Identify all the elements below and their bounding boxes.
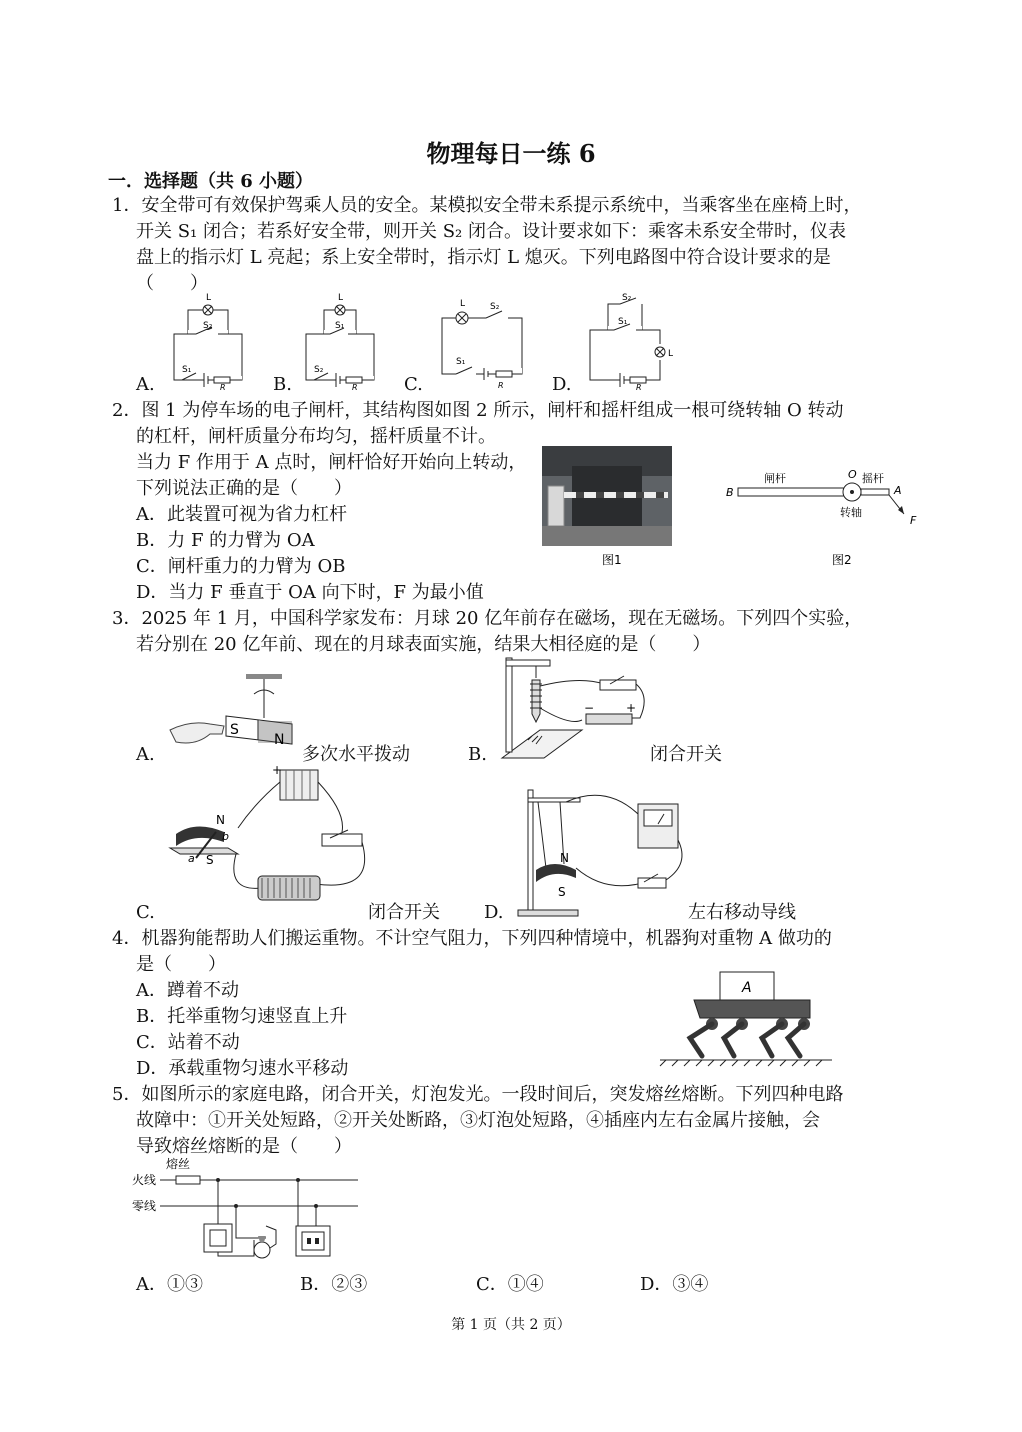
q2-option-d[interactable]: D．当力 F 垂直于 OA 向下时，F 为最小值 [136,582,484,603]
q5-option-d[interactable]: D．③④ [640,1274,709,1295]
q3-line-1: 3．2025 年 1 月，中国科学家发布：月球 20 亿年前存在磁场，现在无磁场。下列四个实验， [112,608,863,629]
label-s2: S₂ [314,365,324,375]
q1-circuit-c [436,292,526,390]
label-l: L [338,293,344,303]
q1-circuit-d [584,292,674,390]
q1-line-1: 1．安全带可有效保护驾乘人员的安全。某模拟安全带未系提示系统中，当乘客坐在座椅上时， [112,195,862,216]
fuse-label: 熔丝 [166,1157,191,1171]
q2-option-a[interactable]: A．此装置可视为省力杠杆 [136,504,347,525]
q1-line-4: （ ） [136,273,208,294]
label-s1: S₁ [335,321,345,331]
label-s2: S₂ [622,293,632,303]
q3-option-c[interactable]: C. [136,902,155,923]
q2-line-3: 当力 F 作用于 A 点时，闸杆恰好开始向上转动， [136,452,527,473]
label-a: a [188,852,195,865]
label-s1: S₁ [618,317,628,327]
q3-line-2: 若分别在 20 亿年前、现在的月球表面实施，结果大相径庭的是（ ） [136,634,711,655]
q5-household-circuit [130,1156,370,1268]
fig1-caption: 图1 [602,553,622,567]
q1-option-c[interactable]: C. [404,374,423,395]
label-minus: − [584,701,595,715]
label-o: O [848,468,857,481]
label-s: S [206,853,214,867]
q1-line-2: 开关 S₁ 闭合；若系好安全带，则开关 S₂ 闭合。设计要求如下：乘客未系安全带时，仪表 [136,221,846,242]
label-f: F [910,514,917,527]
label-b: b [222,830,229,843]
q5-option-b[interactable]: B．②③ [300,1274,368,1295]
q1-option-d[interactable]: D. [552,374,572,395]
q2-figure-2-lever [722,466,927,570]
q5-line-1: 5．如图所示的家庭电路，闭合开关，灯泡发光。一段时间后，突发熔丝熔断。下列四种电路 [112,1084,844,1105]
q2-line-4: 下列说法正确的是（ ） [136,478,352,499]
q3-figure-b [500,656,660,762]
label-axis: 转轴 [840,506,862,519]
q2-option-b[interactable]: B．力 F 的力臂为 OA [136,530,315,551]
q1-option-b[interactable]: B. [273,374,292,395]
live-label: 火线 [132,1173,157,1187]
q3-caption-a: 多次水平拨动 [302,744,410,765]
q3-option-b[interactable]: B. [468,744,487,765]
q3-option-a[interactable]: A. [136,744,155,765]
page-title: 物理每日一练 6 [426,139,596,168]
q4-option-d[interactable]: D．承载重物匀速水平移动 [136,1058,349,1079]
q1-option-a[interactable]: A. [136,374,155,395]
q4-line-2: 是（ ） [136,954,226,975]
q4-line-1: 4．机器狗能帮助人们搬运重物。不计空气阻力，下列四种情境中，机器狗对重物 A 做功的 [112,928,832,949]
box-label: A [742,980,752,996]
q5-option-a[interactable]: A．①③ [136,1274,203,1295]
q2-option-c[interactable]: C．闸杆重力的力臂为 OB [136,556,346,577]
label-a: A [894,484,902,497]
label-n: N [274,732,285,748]
label-s2: S₂ [203,321,213,331]
label-s: S [230,722,239,738]
q3-figure-d [516,784,692,920]
label-l: L [460,299,466,309]
label-r: R [498,381,504,390]
fig2-caption: 图2 [832,553,852,567]
label-s1: S₁ [182,365,192,375]
q2-line-1: 2．图 1 为停车场的电子闸杆，其结构图如图 2 所示，闸杆和摇杆组成一根可绕转轴 O 转动 [112,400,844,421]
q2-line-2: 的杠杆，闸杆质量分布均匀，摇杆质量不计。 [136,426,496,447]
q3-caption-b: 闭合开关 [650,744,722,765]
q4-option-a[interactable]: A．蹲着不动 [136,980,239,1001]
label-l: L [668,349,674,359]
label-plus: + [626,701,637,715]
q4-option-c[interactable]: C．站着不动 [136,1032,240,1053]
section-heading: 一．选择题（共 6 小题） [108,171,314,192]
label-s: S [558,885,566,899]
q4-robot-dog-figure [654,968,834,1068]
q3-caption-c: 闭合开关 [368,902,440,923]
q4-option-b[interactable]: B．托举重物匀速竖直上升 [136,1006,348,1027]
q3-caption-d: 左右移动导线 [688,902,796,923]
label-l: L [206,293,212,303]
q2-figure-1-photo [542,446,672,568]
q1-circuit-b [300,292,380,390]
page-footer: 第 1 页（共 2 页） [451,1317,571,1333]
neutral-label: 零线 [132,1199,157,1213]
q1-line-3: 盘上的指示灯 L 亮起；系上安全带时，指示灯 L 熄灭。下列电路图中符合设计要求的是 [136,247,831,268]
q3-figure-a [166,672,302,764]
label-n: N [560,851,569,865]
label-s1: S₁ [456,357,466,367]
label-r: R [352,383,358,392]
label-n: N [216,813,225,827]
q5-line-2: 故障中：①开关处短路，②开关处断路，③灯泡处短路，④插座内左右金属片接触，会 [136,1110,820,1131]
label-rocker: 摇杆 [862,472,884,485]
q3-figure-c [166,762,380,918]
label-plus: + [272,763,283,777]
label-r: R [220,383,226,392]
q5-option-c[interactable]: C．①④ [476,1274,544,1295]
label-r: R [636,383,642,392]
label-gate: 闸杆 [764,472,786,485]
q1-circuit-a [168,292,248,390]
label-s2: S₂ [490,302,500,312]
label-b: B [726,486,734,499]
q3-option-d[interactable]: D. [484,902,504,923]
q5-line-3: 导致熔丝熔断的是（ ） [136,1136,352,1157]
